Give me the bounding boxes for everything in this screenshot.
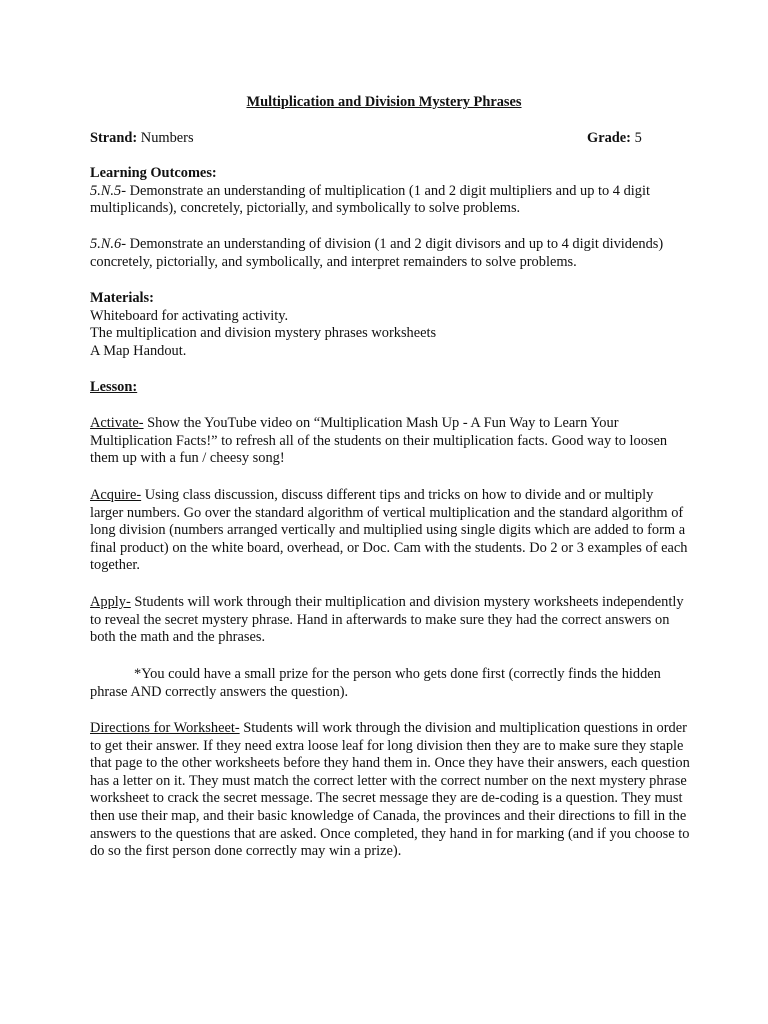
- grade-value: 5: [634, 130, 642, 146]
- outcome-item: [90, 183, 690, 218]
- page-title: Multiplication and Division Mystery Phrases: [246, 94, 522, 110]
- activate-label: Activate-: [90, 415, 144, 431]
- activate-text: Show the YouTube video on “Multiplication Mash Up - A Fun Way to Learn Your Multiplication Facts!” to refresh all of the students on their multiplication facts. Good way to loosen them up with a fun / cheesy song!: [90, 415, 668, 467]
- activate-paragraph: [90, 415, 690, 468]
- outcome-text: - Demonstrate an understanding of multiplication (1 and 2 digit multipliers and up to 4 digit multiplicands), concretely, pictorially, and symbolically to solve problems.: [90, 182, 650, 217]
- materials-item: The multiplication and division mystery phrases worksheets: [90, 325, 437, 342]
- materials-section: [90, 290, 690, 360]
- materials-item: A Map Handout.: [90, 342, 187, 359]
- materials-item: Whiteboard for activating activity.: [90, 307, 289, 324]
- strand-label: Strand:: [90, 130, 138, 146]
- lesson-heading-block: [90, 379, 690, 397]
- apply-label: Apply-: [90, 594, 131, 610]
- learning-outcomes-heading: Learning Outcomes:: [90, 165, 217, 181]
- outcome-item-2: [90, 236, 690, 271]
- lesson-heading: Lesson:: [90, 379, 138, 395]
- grade-line: [587, 130, 642, 148]
- outcome-text: - Demonstrate an understanding of division (1 and 2 digit divisors and up to 4 digit dividends) concretely, pictorially, and symbolically, and interpret remainders to solve problems.: [90, 236, 664, 270]
- outcome-code: 5.N.5: [90, 182, 122, 199]
- apply-paragraph: [90, 594, 690, 647]
- prize-note: [90, 666, 690, 701]
- prize-note-text: *You could have a small prize for the person who gets done first (correctly finds the hidden phrase AND correctly answers the question).: [90, 666, 661, 700]
- materials-heading: Materials:: [90, 290, 154, 306]
- outcome-code: 5.N.6: [90, 236, 122, 252]
- directions-label: Directions for Worksheet-: [90, 720, 240, 736]
- acquire-text: Using class discussion, discuss different tips and tricks on how to divide and or multiply larger numbers. Go over the standard algorithm of vertical multiplication and the standard algorithm of long division (numbers arranged vertically and multiplied using single digits which are added to form a final product) on the white board, overhead, or Doc. Cam with the students. Do 2 or 3 examples of each together.: [90, 487, 688, 574]
- learning-outcomes-section: [90, 165, 690, 218]
- acquire-label: Acquire-: [90, 487, 142, 503]
- grade-label: Grade:: [587, 130, 631, 146]
- strand-value: Numbers: [140, 130, 194, 146]
- apply-text: Students will work through their multiplication and division mystery worksheets independently to reveal the secret mystery phrase. Hand in afterwards to make sure they had the correct answers on both the math and the phrases.: [90, 594, 684, 646]
- directions-paragraph: [90, 720, 690, 861]
- directions-text: Students will work through the division and multiplication questions in order to get their answer. If they need extra loose leaf for long division then they are to make sure they staple that page to the other worksheets before they hand them in. Once they have their answers, each question has a letter on it. They must match the correct letter with the correct number on the next mystery phrase worksheet to crack the secret message. The secret message they are de-coding is a question. They must then use their map, and their basic knowledge of Canada, the provinces and their directions to fill in the answers to the questions that are asked. Once completed, they hand in for marking (and if you choose to do so the first person done correctly may win a prize).: [90, 720, 690, 860]
- acquire-paragraph: [90, 487, 690, 575]
